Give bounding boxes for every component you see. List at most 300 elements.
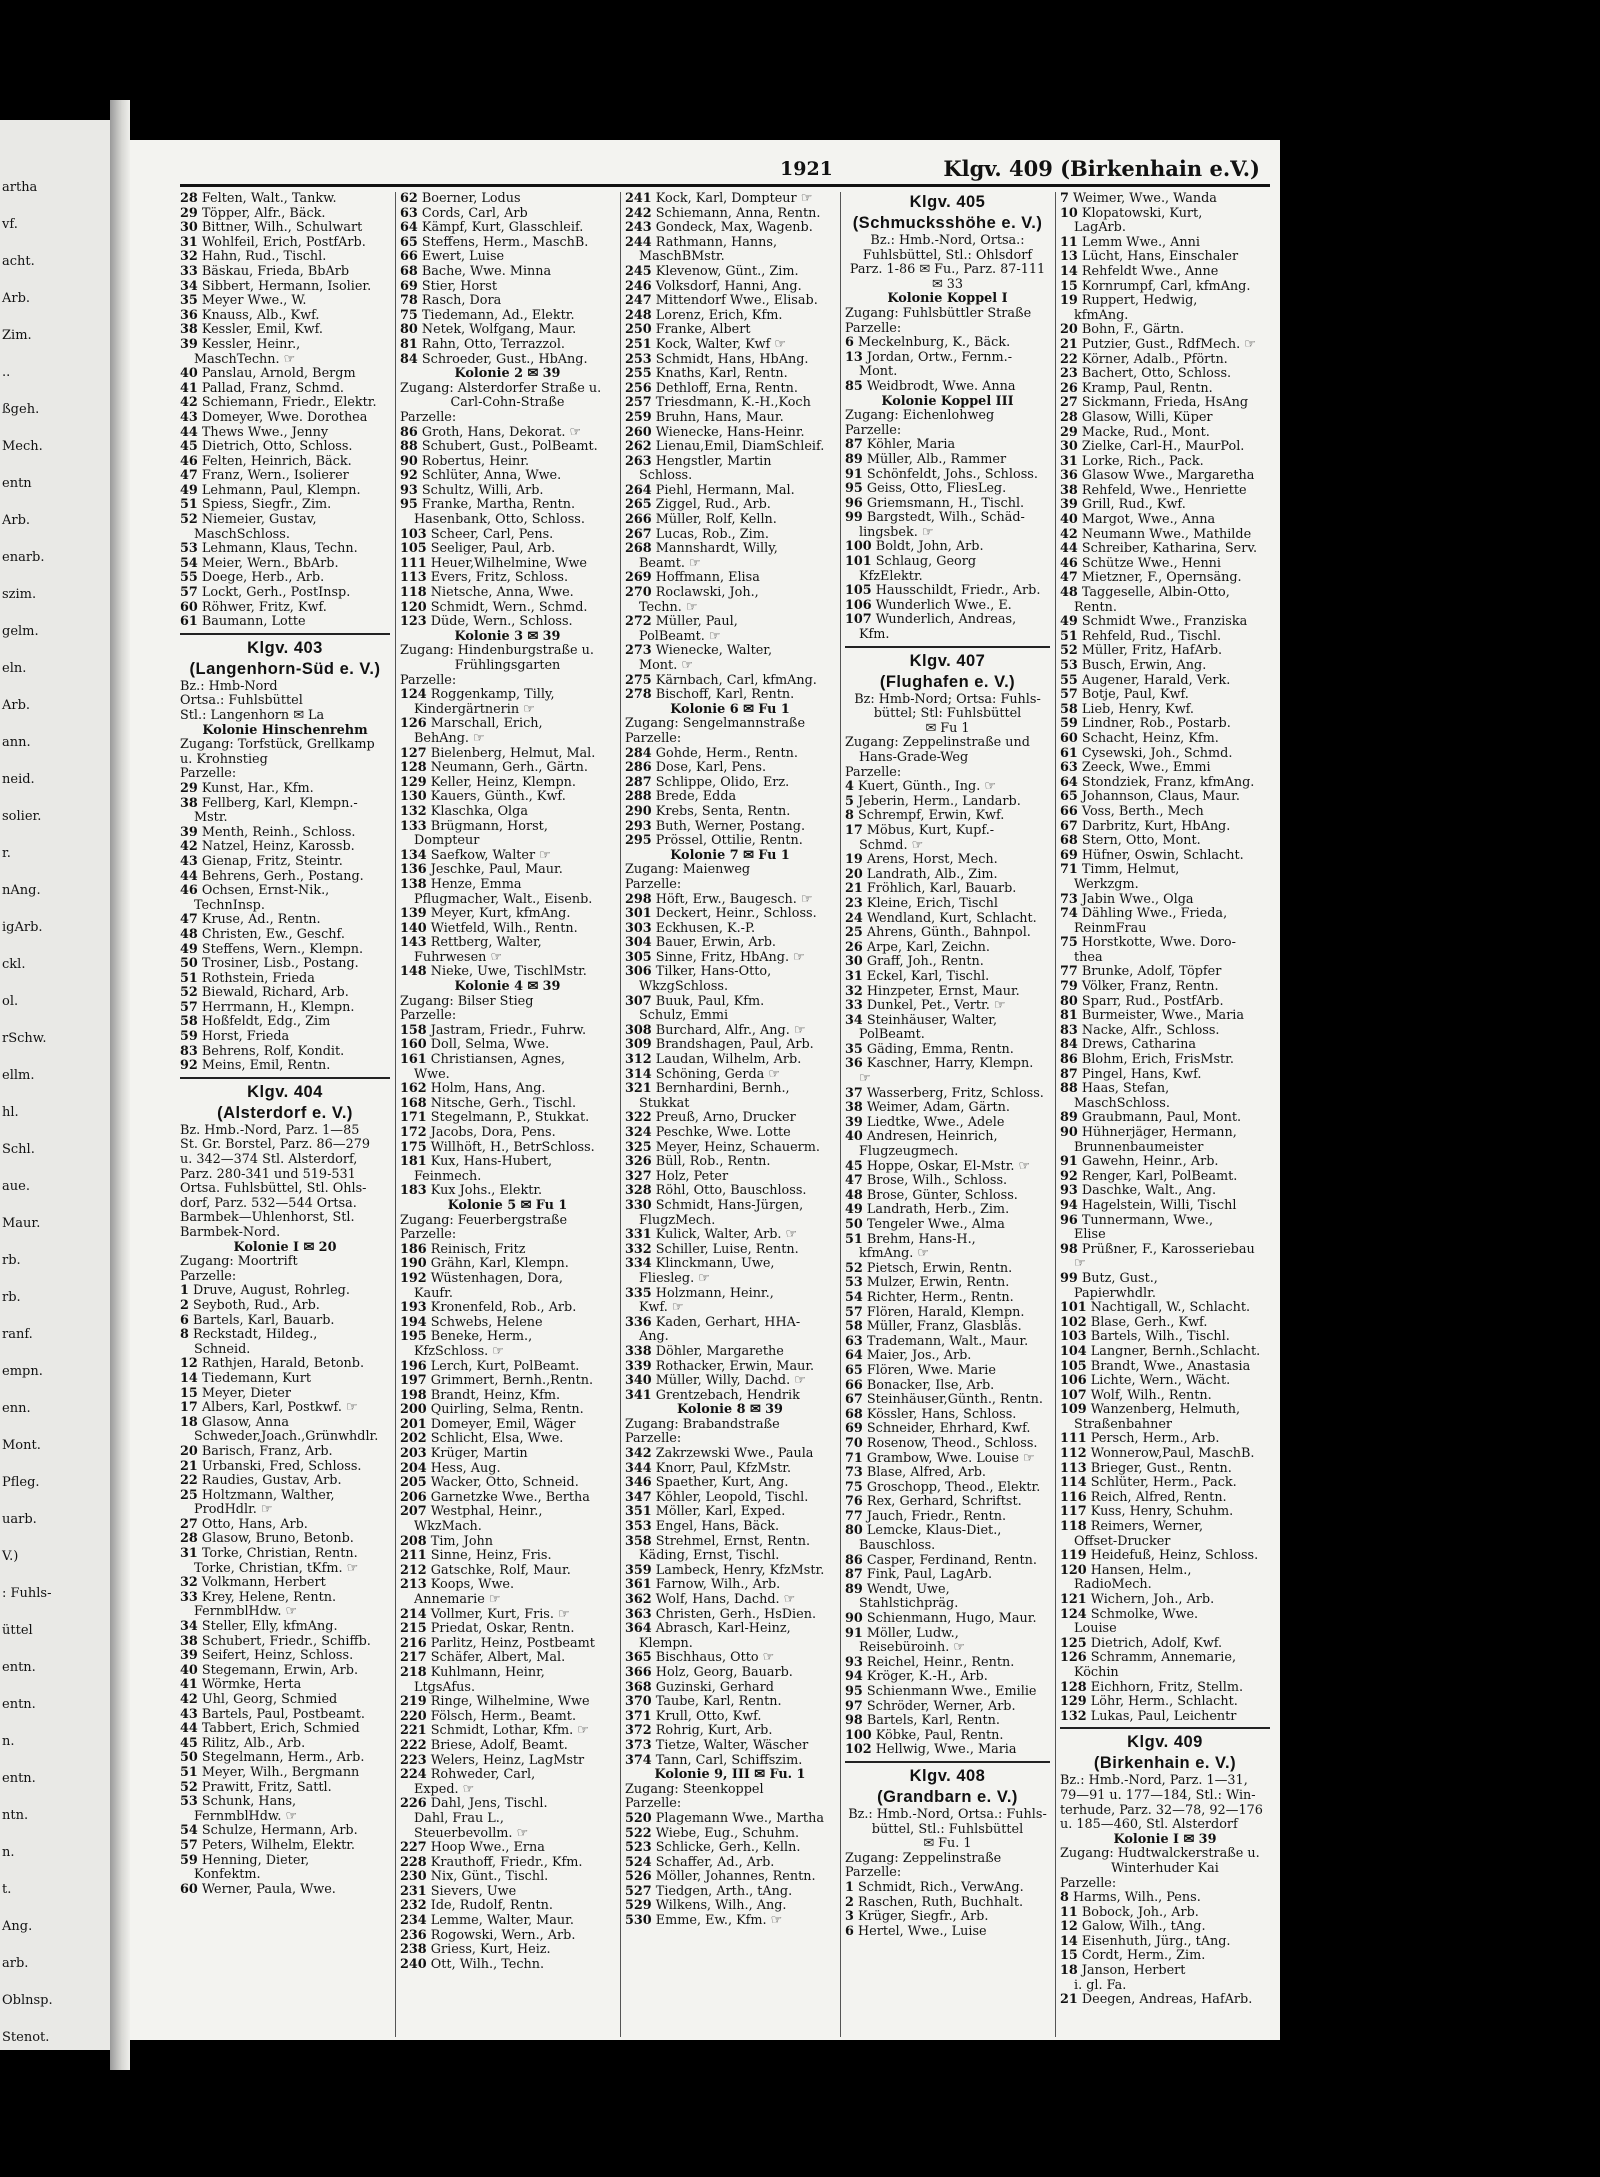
entry-text: Mannshardt, Willy, bbox=[651, 542, 778, 557]
entry-row bbox=[400, 1870, 615, 1885]
parcel-number: 251 bbox=[625, 337, 652, 352]
info-line: Zugang: Moortrift bbox=[180, 1255, 298, 1270]
entry-text: Renger, Karl, PolBeamt. bbox=[1077, 1169, 1238, 1184]
entry-row bbox=[625, 280, 835, 295]
parcel-number: 270 bbox=[625, 586, 652, 601]
parcel-number: 346 bbox=[625, 1476, 652, 1491]
parcel-number: 80 bbox=[400, 323, 418, 338]
entry-row bbox=[625, 1257, 835, 1272]
entry-row bbox=[625, 338, 835, 353]
parcel-number: 2 bbox=[845, 1895, 854, 1910]
entry-text: Gienap, Fritz, Steintr. bbox=[197, 854, 343, 869]
entry-row bbox=[180, 484, 390, 499]
entry-row bbox=[625, 1141, 835, 1156]
entry-row bbox=[400, 805, 615, 820]
parcel-number: 86 bbox=[1060, 1053, 1078, 1068]
adjacent-page-text: aue. bbox=[2, 1179, 30, 1194]
parcel-number: 64 bbox=[400, 221, 418, 236]
parcel-number: 95 bbox=[400, 498, 418, 513]
parcel-number: 242 bbox=[625, 206, 652, 221]
entry-text: Schaffer, Ad., Arb. bbox=[651, 1855, 775, 1870]
info-line: Zugang: Fuhlsbüttler Straße bbox=[845, 306, 1032, 321]
entry-row bbox=[845, 1422, 1050, 1437]
entry-text: Dietrich, Adolf, Kwf. bbox=[1086, 1636, 1223, 1651]
entry-text: Kuhlmann, Heinr, bbox=[426, 1665, 545, 1680]
entry-text: Brieger, Gust., Rentn. bbox=[1086, 1461, 1232, 1476]
entry-text: Robertus, Heinr. bbox=[417, 454, 530, 469]
parcel-number: 21 bbox=[845, 882, 863, 897]
entry-row bbox=[625, 1724, 835, 1739]
entry-text: Bernhardini, Bernh., bbox=[651, 1082, 790, 1097]
entry-row bbox=[400, 1899, 615, 1914]
entry-row bbox=[625, 790, 835, 805]
parcel-number: 52 bbox=[180, 986, 198, 1001]
entry-text: Timm, Helmut, bbox=[1077, 863, 1180, 878]
parcel-number: 80 bbox=[845, 1524, 863, 1539]
parcel-number: 92 bbox=[180, 1059, 198, 1074]
adjacent-page-text: r. bbox=[2, 846, 11, 861]
parcel-number: 79 bbox=[1060, 980, 1078, 995]
section-divider bbox=[180, 1077, 390, 1079]
parcel-number: 91 bbox=[845, 467, 863, 482]
info-line: Zugang: Zeppelinstraße bbox=[845, 1851, 1002, 1866]
entry-text: Werner, Paula, Wwe. bbox=[197, 1882, 336, 1897]
entry-row bbox=[180, 1372, 390, 1387]
entry-text: Seyboth, Rud., Arb. bbox=[188, 1298, 320, 1313]
parcel-number: 198 bbox=[400, 1388, 427, 1403]
entry-row bbox=[625, 586, 835, 601]
entry-row bbox=[845, 468, 1050, 483]
entry-row bbox=[625, 542, 835, 557]
entry-text: Rohrig, Kurt, Arb. bbox=[651, 1724, 773, 1739]
adjacent-page-text: Arb. bbox=[2, 291, 31, 306]
entry-row bbox=[180, 1401, 390, 1416]
entry-row bbox=[1060, 513, 1270, 528]
entry-text: Mulzer, Erwin, Rentn. bbox=[862, 1276, 1010, 1291]
entry-text: Groschopp, Theod., Elektr. bbox=[862, 1480, 1041, 1495]
parcel-number: 66 bbox=[845, 1378, 863, 1393]
continuation-line: Rentn. bbox=[1074, 600, 1117, 615]
parcel-number: 121 bbox=[1060, 1593, 1087, 1607]
entry-text: Zakrzewski Wwe., Paula bbox=[651, 1447, 814, 1462]
entry-text: Köhler, Maria bbox=[862, 438, 956, 453]
entry-row bbox=[625, 571, 835, 586]
entry-row bbox=[625, 776, 835, 791]
parcel-number: 39 bbox=[845, 1115, 863, 1130]
parcel-number: 42 bbox=[180, 840, 198, 855]
entry-text: Schmidt, Hans-Jürgen, bbox=[651, 1198, 804, 1213]
parcel-number: 97 bbox=[845, 1699, 863, 1714]
parcel-number: 87 bbox=[1060, 1067, 1078, 1082]
entry-row bbox=[845, 1262, 1050, 1277]
entry-row bbox=[180, 192, 390, 207]
continuation-line: FernmblHdw. ☞ bbox=[194, 1809, 297, 1824]
entry-text: Stern, Otto, Mont. bbox=[1077, 834, 1201, 849]
entry-text: Quirling, Selma, Rentn. bbox=[426, 1403, 584, 1418]
entry-row bbox=[400, 1608, 615, 1623]
parcel-number: 231 bbox=[400, 1884, 427, 1899]
entry-row bbox=[1060, 440, 1270, 455]
entry-text: Rosenow, Theod., Schloss. bbox=[862, 1436, 1038, 1451]
entry-row bbox=[1060, 323, 1270, 338]
entry-text: Neumann, Gerh., Gärtn. bbox=[426, 761, 588, 776]
entry-row bbox=[180, 367, 390, 382]
entry-text: Krull, Otto, Kwf. bbox=[651, 1709, 762, 1724]
entry-text: Bruhn, Hans, Maur. bbox=[651, 410, 784, 425]
entry-text: Blohm, Erich, FrisMstr. bbox=[1077, 1053, 1234, 1068]
entry-row bbox=[400, 601, 615, 616]
entry-text: Dähling Wwe., Frieda, bbox=[1077, 907, 1228, 922]
parcel-number: 324 bbox=[625, 1126, 652, 1140]
info-line: ✉ 33 bbox=[931, 277, 964, 292]
entry-text: Stegemann, Erwin, Arb. bbox=[197, 1663, 359, 1678]
entry-row bbox=[625, 1476, 835, 1491]
entry-row bbox=[180, 294, 390, 309]
entry-text: Schramm, Annemarie, bbox=[1086, 1651, 1237, 1666]
entry-row bbox=[400, 221, 615, 236]
parcel-number: 34 bbox=[180, 1620, 198, 1635]
parcel-number: 109 bbox=[1060, 1403, 1087, 1418]
entry-text: Bobock, Joh., Arb. bbox=[1077, 1905, 1199, 1920]
entry-row bbox=[400, 878, 615, 893]
entry-text: Tiedgen, Arth., tAng. bbox=[651, 1884, 793, 1899]
entry-text: Kaden, Gerhart, HHA- bbox=[651, 1315, 801, 1330]
entry-row bbox=[400, 1768, 615, 1783]
entry-text: Netek, Wolfgang, Maur. bbox=[417, 323, 577, 338]
entry-text: Raschen, Ruth, Buchhalt. bbox=[853, 1895, 1024, 1910]
entry-row bbox=[845, 1670, 1050, 1685]
entry-text: Dethloff, Erna, Rentn. bbox=[651, 381, 798, 396]
entry-text: Kronenfeld, Rob., Arb. bbox=[426, 1301, 577, 1316]
entry-text: Bischoff, Karl, Rentn. bbox=[651, 688, 795, 703]
entry-text: Müller, Rolf, Kelln. bbox=[651, 513, 777, 528]
entry-text: Brügmann, Horst, bbox=[426, 819, 548, 834]
parcel-number: 260 bbox=[625, 425, 652, 440]
entry-text: Bäskau, Frieda, BbArb bbox=[197, 264, 350, 279]
entry-row bbox=[180, 1460, 390, 1475]
entry-text: Ott, Wilh., Techn. bbox=[426, 1957, 545, 1972]
parcel-number: 54 bbox=[845, 1290, 863, 1305]
entry-text: Wasserberg, Fritz, Schloss. bbox=[862, 1086, 1044, 1101]
entry-row bbox=[1060, 1082, 1270, 1097]
parcel-number: 373 bbox=[625, 1738, 652, 1753]
entry-text: Hertel, Wwe., Luise bbox=[853, 1924, 987, 1939]
parcel-number: 358 bbox=[625, 1534, 652, 1549]
entry-row bbox=[1060, 571, 1270, 586]
parcel-number: 134 bbox=[400, 848, 427, 863]
parcel-number: 33 bbox=[180, 1590, 198, 1605]
entry-text: Töpper, Alfr., Bäck. bbox=[197, 206, 326, 221]
entry-text: Drews, Catharina bbox=[1077, 1038, 1197, 1053]
entry-row bbox=[625, 1184, 835, 1199]
entry-row bbox=[1060, 498, 1270, 513]
entry-text: Geiss, Otto, FliesLeg. bbox=[862, 482, 1007, 497]
parcel-number: 75 bbox=[400, 308, 418, 323]
entry-text: Nietsche, Anna, Wwe. bbox=[426, 586, 574, 601]
section-heading: (Alsterdorf e. V.) bbox=[217, 1103, 353, 1122]
entry-row bbox=[400, 688, 615, 703]
entry-text: Eichhorn, Fritz, Stellm. bbox=[1086, 1680, 1244, 1695]
entry-text: Tengeler Wwe., Alma bbox=[862, 1218, 1005, 1232]
entry-text: Glasow, Bruno, Betonb. bbox=[197, 1532, 354, 1547]
entry-text: Eisenhuth, Jürg., tAng. bbox=[1077, 1934, 1231, 1949]
parcel-number: 99 bbox=[1060, 1271, 1078, 1286]
parcel-number: 102 bbox=[1060, 1315, 1087, 1330]
entry-text: Bartels, Wilh., Tischl. bbox=[1086, 1330, 1230, 1345]
entry-row bbox=[845, 955, 1050, 970]
entry-text: Meyer Wwe., W. bbox=[197, 294, 307, 309]
parcel-number: 29 bbox=[1060, 425, 1078, 440]
entry-text: Steinhäuser, Walter, bbox=[862, 1013, 998, 1028]
parcel-number: 51 bbox=[1060, 629, 1078, 644]
entry-row bbox=[845, 985, 1050, 1000]
parcel-number: 266 bbox=[625, 513, 652, 528]
entry-text: Rex, Gerhard, Schriftst. bbox=[862, 1495, 1022, 1510]
adjacent-page-text: Stenot. bbox=[2, 2030, 50, 2045]
colony-heading: Kolonie 6 ✉ Fu 1 bbox=[670, 702, 790, 717]
entry-row bbox=[180, 1445, 390, 1460]
entry-text: Sinne, Fritz, HbAng. ☞ bbox=[651, 950, 805, 965]
entry-row bbox=[180, 1474, 390, 1489]
parcel-number: 88 bbox=[1060, 1082, 1078, 1097]
continuation-line: Straßenbahner bbox=[1074, 1417, 1173, 1432]
entry-text: Daschke, Walt., Ang. bbox=[1077, 1184, 1217, 1199]
entry-text: Lieb, Henry, Kwf. bbox=[1077, 702, 1194, 717]
entry-row bbox=[845, 1743, 1050, 1758]
entry-text: Jauch, Friedr., Rentn. bbox=[862, 1509, 1007, 1524]
adjacent-page-text: .. bbox=[2, 365, 11, 380]
continuation-line: MaschSchloss. bbox=[194, 527, 290, 542]
entry-row bbox=[400, 1856, 615, 1871]
parcel-number: 68 bbox=[400, 264, 418, 279]
parcel-number: 17 bbox=[180, 1401, 198, 1416]
continuation-line: Steuerbevollm. ☞ bbox=[414, 1826, 529, 1841]
entry-text: Laudan, Wilhelm, Arb. bbox=[651, 1053, 802, 1068]
parcel-number: 303 bbox=[625, 921, 652, 936]
parcel-number: 44 bbox=[180, 869, 198, 884]
entry-text: Gatschke, Rolf, Maur. bbox=[426, 1563, 571, 1578]
entry-row bbox=[400, 323, 615, 338]
entry-row bbox=[400, 1316, 615, 1331]
parcel-number: 308 bbox=[625, 1023, 652, 1038]
parcel-number: 335 bbox=[625, 1286, 652, 1301]
entry-text: Glasow, Willi, Küper bbox=[1077, 410, 1213, 425]
info-line: Bz.: Hmb.-Nord, Ortsa.: Fuhls- bbox=[848, 1807, 1047, 1822]
entry-row bbox=[1060, 1068, 1270, 1083]
continuation-line: Schweder,Joach.,Grünwhdlr. bbox=[194, 1430, 379, 1445]
entry-row bbox=[1060, 776, 1270, 791]
entry-text: Wendt, Uwe, bbox=[862, 1582, 950, 1597]
entry-text: Stegelmann, P., Stukkat. bbox=[426, 1111, 590, 1126]
entry-row bbox=[180, 207, 390, 222]
entry-text: Bielenberg, Helmut, Mal. bbox=[426, 746, 596, 761]
parcel-number: 37 bbox=[845, 1086, 863, 1101]
entry-row bbox=[845, 1233, 1050, 1248]
entry-row bbox=[625, 323, 835, 338]
parcel-number: 15 bbox=[180, 1386, 198, 1401]
parcel-number: 57 bbox=[180, 1838, 198, 1853]
entry-row bbox=[1060, 455, 1270, 470]
entry-row bbox=[1060, 1593, 1270, 1608]
entry-text: Schulze, Hermann, Arb. bbox=[197, 1824, 358, 1839]
adjacent-page-text: uarb. bbox=[2, 1512, 37, 1527]
section-divider bbox=[845, 1761, 1050, 1763]
entry-row bbox=[180, 382, 390, 397]
entry-row bbox=[180, 440, 390, 455]
entry-text: Sievers, Uwe bbox=[426, 1884, 517, 1899]
entry-row bbox=[845, 1466, 1050, 1481]
entry-text: Franke, Martha, Rentn. bbox=[417, 498, 576, 513]
parcel-number: 81 bbox=[400, 337, 418, 352]
parcel-number: 264 bbox=[625, 483, 652, 498]
entry-row bbox=[400, 469, 615, 484]
entry-text: Harms, Wilh., Pens. bbox=[1068, 1891, 1201, 1906]
entry-row bbox=[1060, 469, 1270, 484]
entry-row bbox=[180, 884, 390, 899]
entry-text: Graff, Joh., Rentn. bbox=[862, 955, 984, 970]
parcel-number: 112 bbox=[1060, 1447, 1087, 1462]
entry-row bbox=[180, 855, 390, 870]
parcel-number: 31 bbox=[180, 235, 198, 250]
entry-text: Panslau, Arnold, Bergm bbox=[197, 367, 356, 382]
parcel-number: 293 bbox=[625, 819, 652, 834]
parcel-number: 194 bbox=[400, 1315, 427, 1330]
header-rule bbox=[180, 184, 1270, 187]
entry-text: Schiemann, Friedr., Elektr. bbox=[197, 396, 377, 411]
entry-text: Arens, Horst, Mech. bbox=[862, 853, 998, 868]
parcel-number: 228 bbox=[400, 1855, 427, 1870]
parcel-number: 275 bbox=[625, 673, 652, 688]
continuation-line: Fuhrwesen ☞ bbox=[414, 950, 502, 965]
parcel-number: 208 bbox=[400, 1534, 427, 1549]
entry-row bbox=[845, 1043, 1050, 1058]
adjacent-page-text: Arb. bbox=[2, 698, 31, 713]
entry-text: Wendland, Kurt, Schlacht. bbox=[862, 911, 1037, 926]
entry-text: Ochsen, Ernst-Nik., bbox=[197, 884, 330, 899]
section-heading: Klgv. 404 bbox=[247, 1082, 323, 1101]
parcel-number: 234 bbox=[400, 1914, 427, 1929]
section-heading: Klgv. 405 bbox=[909, 193, 986, 211]
parcel-number: 268 bbox=[625, 542, 652, 557]
parcel-number: 65 bbox=[400, 235, 418, 250]
entry-row bbox=[1060, 674, 1270, 689]
entry-row bbox=[400, 1710, 615, 1725]
info-line: Parzelle: bbox=[180, 1269, 237, 1284]
parcel-number: 95 bbox=[845, 482, 863, 497]
entry-text: Knaths, Karl, Rentn. bbox=[651, 367, 788, 382]
entry-text: Jeschke, Paul, Maur. bbox=[426, 863, 563, 878]
entry-row bbox=[625, 1681, 835, 1696]
entry-row bbox=[180, 1387, 390, 1402]
entry-text: Mittendorf Wwe., Elisab. bbox=[651, 294, 818, 309]
entry-text: Hansen, Helm., bbox=[1086, 1563, 1192, 1578]
parcel-number: 371 bbox=[625, 1709, 652, 1724]
continuation-line: Kindergärtnerin ☞ bbox=[414, 702, 535, 717]
entry-row bbox=[400, 1637, 615, 1652]
entry-text: Grambow, Wwe. Louise ☞ bbox=[862, 1451, 1035, 1466]
entry-row bbox=[400, 207, 615, 222]
entry-row bbox=[625, 265, 835, 280]
info-line: Ortsa.: Fuhlsbüttel bbox=[180, 694, 303, 709]
adjacent-page-text: rSchw. bbox=[2, 1031, 47, 1046]
info-line: u. 342—374 Stl. Alsterdorf, bbox=[180, 1153, 358, 1168]
entry-text: Lukas, Paul, Leichentr bbox=[1086, 1709, 1237, 1724]
entry-text: Schneider, Ehrhard, Kwf. bbox=[862, 1422, 1031, 1437]
entry-row bbox=[400, 790, 615, 805]
entry-text: Nitsche, Gerh., Tischl. bbox=[426, 1096, 577, 1111]
entry-row bbox=[400, 922, 615, 937]
entry-text: Lemme, Walter, Maur. bbox=[426, 1914, 574, 1929]
parcel-number: 48 bbox=[180, 927, 198, 942]
entry-text: Peschke, Wwe. Lotte bbox=[651, 1126, 791, 1140]
parcel-number: 18 bbox=[180, 1415, 198, 1430]
entry-row bbox=[400, 849, 615, 864]
continuation-line: LtgsAfus. bbox=[414, 1680, 476, 1695]
entry-text: Horstkotte, Wwe. Doro- bbox=[1077, 936, 1236, 951]
entry-row bbox=[1060, 893, 1270, 908]
continuation-line: Papierwhdlr. bbox=[1074, 1286, 1156, 1301]
entry-text: Hess, Aug. bbox=[426, 1461, 501, 1476]
entry-text: Emme, Ew., Kfm. ☞ bbox=[651, 1914, 783, 1929]
entry-row bbox=[180, 1328, 390, 1343]
entry-text: Boerner, Lodus bbox=[417, 192, 521, 206]
entry-text: Fink, Paul, LagArb. bbox=[862, 1568, 993, 1583]
parcel-number: 230 bbox=[400, 1870, 427, 1885]
parcel-number: 98 bbox=[845, 1714, 863, 1729]
entry-text: Sickmann, Frieda, HsAng bbox=[1077, 396, 1249, 411]
entry-text: Wörmke, Herta bbox=[197, 1678, 302, 1693]
entry-text: Christen, Gerh., HsDien. bbox=[651, 1607, 817, 1622]
parcel-number: 43 bbox=[180, 854, 198, 869]
entry-row bbox=[625, 820, 835, 835]
entry-text: Bittner, Wilh., Schulwart bbox=[197, 221, 363, 236]
entry-text: Wolf, Wilh., Rentn. bbox=[1086, 1388, 1212, 1403]
entry-row bbox=[400, 542, 615, 557]
parcel-number: 195 bbox=[400, 1330, 427, 1345]
entry-row bbox=[1060, 1637, 1270, 1652]
parcel-number: 77 bbox=[845, 1509, 863, 1524]
entry-text: Wohlfeil, Erich, PostfArb. bbox=[197, 235, 366, 250]
entry-row bbox=[625, 1374, 835, 1389]
parcel-number: 362 bbox=[625, 1593, 652, 1607]
entry-text: Brose, Günter, Schloss. bbox=[862, 1188, 1018, 1203]
parcel-number: 340 bbox=[625, 1374, 652, 1389]
entry-row bbox=[1060, 1476, 1270, 1491]
entry-text: Schäfer, Albert, Mal. bbox=[426, 1651, 566, 1666]
entry-text: Stier, Horst bbox=[417, 279, 497, 294]
continuation-line: Dompteur bbox=[414, 834, 480, 849]
parcel-number: 49 bbox=[180, 942, 198, 957]
continuation-line: MaschTechn. ☞ bbox=[194, 352, 296, 367]
section-divider bbox=[180, 633, 390, 635]
entry-row bbox=[180, 1693, 390, 1708]
adjacent-page-text: rb. bbox=[2, 1290, 21, 1305]
adjacent-page-text: Maur. bbox=[2, 1216, 41, 1231]
entry-row bbox=[1060, 980, 1270, 995]
entry-row bbox=[625, 1243, 835, 1258]
parcel-number: 8 bbox=[180, 1328, 189, 1343]
parcel-number: 366 bbox=[625, 1665, 652, 1680]
entry-text: Nachtigall, W., Schlacht. bbox=[1086, 1301, 1251, 1316]
adjacent-page-text: szim. bbox=[2, 587, 37, 602]
adjacent-page-text: ßgeh. bbox=[2, 402, 40, 417]
parcel-number: 201 bbox=[400, 1417, 427, 1432]
entry-text: Otto, Hans, Arb. bbox=[197, 1517, 308, 1532]
parcel-number: 113 bbox=[400, 571, 427, 586]
parcel-number: 39 bbox=[180, 1649, 198, 1664]
parcel-number: 339 bbox=[625, 1359, 652, 1374]
entry-row bbox=[400, 1301, 615, 1316]
